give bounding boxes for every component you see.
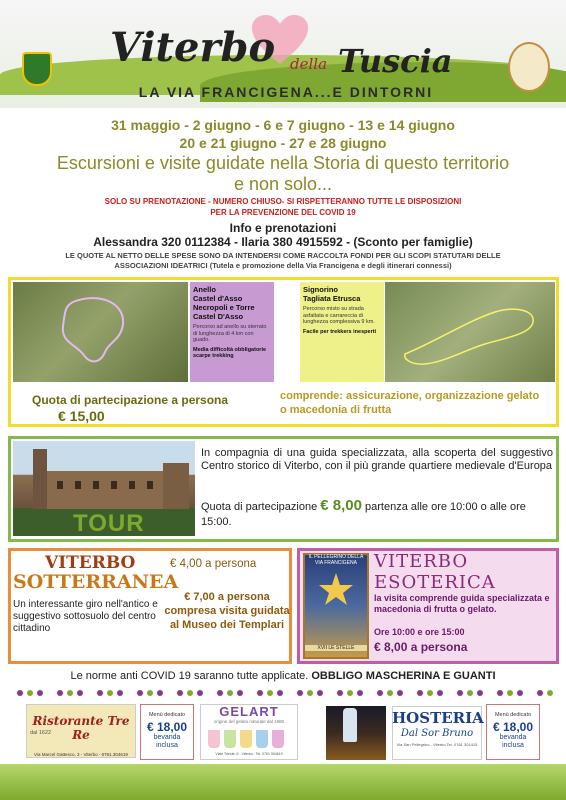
sotterranea-price-1: € 4,00 a persona: [170, 558, 257, 570]
hiking-quota-label: Quota di partecipazione a persona: [32, 393, 229, 407]
anello-route-icon: [13, 282, 188, 382]
star-icon: [305, 555, 367, 657]
anello-label: [190, 282, 274, 382]
tarot-card-title: IL PELLEGRINO DELLA VIA FRANCIGENA: [308, 554, 364, 566]
dates-line-2: 20 e 21 giugno - 27 e 28 giugno: [179, 135, 387, 151]
esoterica-title-1: VITERBO: [374, 551, 469, 572]
tour-quota-suffix: partenza alle ore 10:00 o alle ore 15:00.: [201, 501, 526, 528]
sotterranea-description: Un interessante giro nell'antico e suggestivo sottosuolo del centro cittadino: [13, 599, 158, 634]
ristorante-since: dal 1622: [30, 730, 52, 736]
booking-warning-line-1: SOLO SU PRENOTAZIONE - NUMERO CHIUSO- SI RISPETTERANNO TUTTE LE DISPOSIZIONI: [104, 197, 462, 206]
anello-title-4: Castel D'Asso: [193, 312, 244, 321]
sotterranea-price-2: € 7,00 a persona compresa visita guidata al Museo dei Templari: [164, 591, 290, 631]
esoterica-price: € 8,00 a persona: [374, 640, 468, 654]
signorino-label: [300, 282, 384, 382]
ristorante-address: Via Marcel Gattesco, 3 - Viterbo - 0761.304619: [34, 752, 128, 757]
dates-line-1: 31 maggio - 2 giugno - 6 e 7 giugno - 13 e 14 giugno: [111, 117, 455, 133]
anello-description: Percorso ad anello su sterrato di lunghezza di 4 km con guado.: [193, 324, 267, 343]
header-subtitle: LA VIA FRANCIGENA...E DINTORNI: [138, 84, 434, 100]
dotted-divider: [0, 689, 566, 697]
booking-warning: [0, 196, 566, 218]
tarot-card-caption: XVII LE STELLE: [305, 645, 367, 651]
menu-dedicato-2: [486, 704, 540, 760]
gelato-cup-icon: [272, 730, 284, 748]
association-logo-left: [22, 52, 52, 86]
tour-quota-prefix: Quota di partecipazione: [201, 501, 318, 513]
menu-1-price: € 18,00: [146, 720, 188, 734]
anello-map: [13, 282, 188, 382]
signorino-difficulty: Facile per trekkers inesperti: [303, 328, 377, 335]
menu-2-sub-2: inclusa: [502, 742, 524, 749]
hiking-quota-price: € 15,00: [58, 408, 105, 424]
menu-1-sub-1: bevanda: [153, 734, 181, 741]
title-tuscia: Tuscia: [338, 42, 453, 80]
menu-2-price: € 18,00: [492, 720, 534, 734]
hosteria-name: HOSTERIA: [392, 709, 484, 727]
water-bottle-icon: [343, 708, 357, 742]
esoterica-description: la visita comprende guida specializzata e macedonia di frutta o gelato.: [374, 593, 550, 614]
booking-warning-line-2: PER LA PREVENZIONE DEL COVID 19: [210, 208, 356, 217]
esoterica-hours: Ore 10:00 e ore 15:00: [374, 627, 465, 637]
anello-title-2: Castel d'Asso: [193, 294, 243, 303]
association-logo-right: [508, 42, 550, 92]
info-title: Info e prenotazioni: [229, 221, 337, 235]
intro-line-1: Escursioni e visite guidate nella Storia di questo territorio: [56, 153, 510, 173]
signorino-title-1: Signorino: [303, 285, 338, 294]
signorino-title-2: Tagliata Etrusca: [303, 294, 361, 303]
quote-note-line-1: LE QUOTE AL NETTO DELLE SPESE SONO DA INTENDERSI COME RACCOLTA FONDI PER GLI SCOPI STATUTARI DELLE: [65, 251, 501, 260]
menu-1-sub-2: inclusa: [156, 742, 178, 749]
anello-title-3: Necropoli e Torre: [193, 303, 255, 312]
signorino-route-icon: [385, 282, 555, 382]
gelato-cup-icon: [224, 730, 236, 748]
intro-line-2: e non solo...: [233, 174, 333, 194]
gelart-name: GELART: [219, 704, 279, 719]
tour-quota-price: € 8,00: [320, 497, 362, 514]
hiking-includes: comprende: assicurazione, organizzazione gelato o macedonia di frutta: [280, 390, 540, 416]
ristorante-name: Ristorante Tre Re: [32, 714, 130, 742]
hosteria-subtitle: Dal Sor Bruno: [400, 728, 474, 739]
tour-quota: [201, 498, 553, 530]
quote-note-line-2: ASSOCIAZIONI IDEATRICI (Tutela e promozione della Via Francigena e degli itinerari connessi): [114, 261, 452, 270]
contacts-line: Alessandra 320 0112384 - Ilaria 380 4915592 - (Sconto per famiglie): [93, 235, 473, 249]
grass-footer: [0, 764, 566, 800]
tour-description: In compagnia di una guida specializzata, alla scoperta del suggestivo Centro storico di Viterbo, con il più grande quartiere medievale d'Europa: [201, 447, 553, 472]
sotterranea-title-1: VITERBO: [45, 553, 136, 573]
gelart-address: Viale Trieste, 6 - Viterbo - Tel. 0761 304619: [215, 752, 283, 756]
signorino-description: Percorso misto su strada asfaltata e carrareccia di lunghezza complessiva 9 km.: [303, 306, 375, 325]
sotterranea-title-2: SOTTERRANEA: [13, 571, 179, 593]
menu-2-sub-1: bevanda: [499, 734, 527, 741]
covid-note-bold: OBBLIGO MASCHERINA E GUANTI: [311, 670, 496, 682]
tour-label: TOUR: [73, 510, 145, 537]
title-viterbo: Viterbo: [110, 24, 276, 71]
menu-1-label: Menù dedicato: [148, 712, 186, 718]
anello-title-1: Anello: [193, 285, 216, 294]
gelart-tagline: origine del gelato naturale dal 1980: [213, 719, 285, 724]
quote-note: [50, 251, 516, 271]
covid-note-text: Le norme anti COVID 19 saranno tutte applicate.: [70, 670, 309, 682]
hosteria-address: Via San Pellegrino - Viterbo Tel. 0761 301415: [396, 742, 478, 747]
anello-difficulty: Media difficoltà obbligatorie scarpe trekking: [193, 346, 267, 359]
intro-heading: [0, 153, 566, 195]
esoterica-title-2: ESOTERICA: [374, 572, 496, 593]
gelato-cup-icon: [208, 730, 220, 748]
signorino-map: [385, 282, 555, 382]
gelato-cup-icon: [240, 730, 252, 748]
gelato-cup-icon: [256, 730, 268, 748]
menu-2-label: Menù dedicato: [494, 712, 532, 718]
tarot-card-image: [303, 553, 369, 659]
title-della: della: [290, 55, 328, 73]
covid-note: [0, 670, 566, 682]
menu-dedicato-1: [140, 704, 194, 760]
